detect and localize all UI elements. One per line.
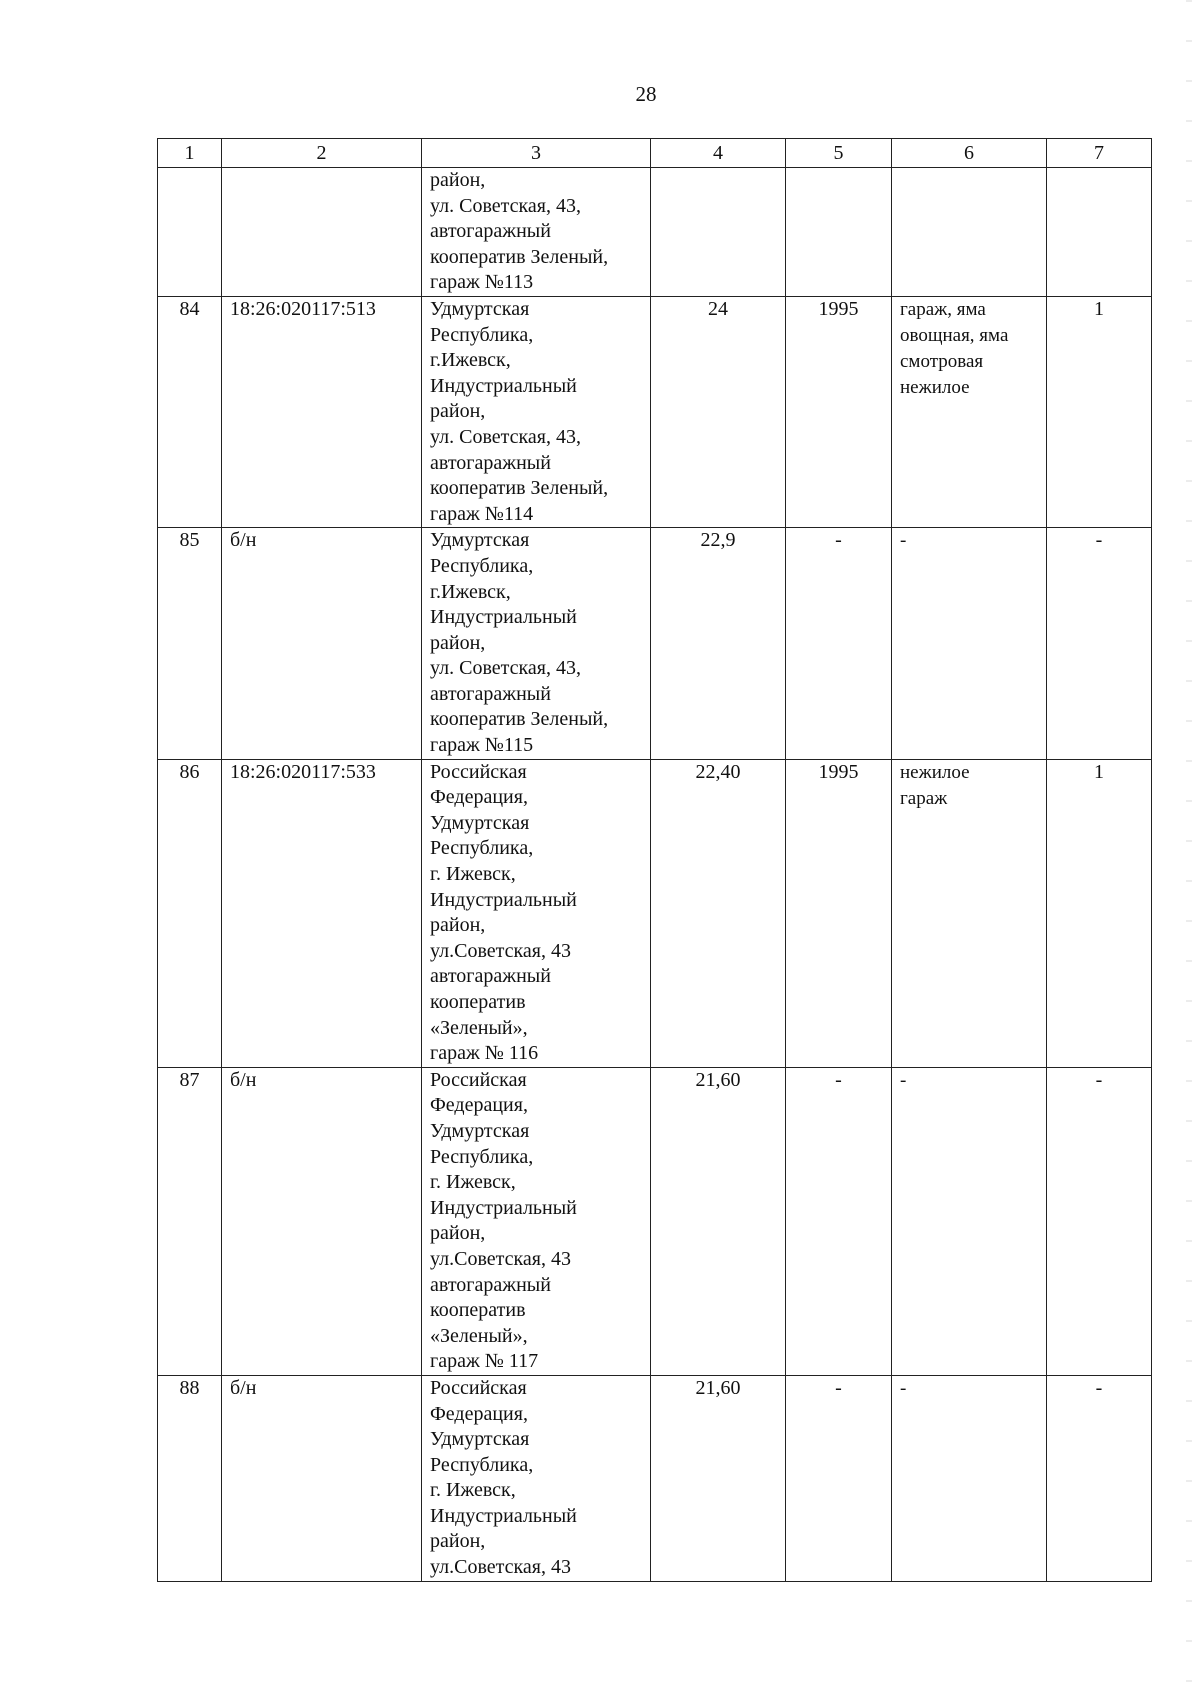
quantity-cell: 1 (1047, 759, 1152, 1067)
address-line: «Зеленый», (430, 1016, 528, 1039)
address-line: Российская (430, 1376, 527, 1399)
table-row (158, 759, 1152, 1067)
area-cell: 22,9 (651, 528, 786, 759)
address-line: Удмуртская (430, 1428, 530, 1451)
address-line: Республика, (430, 837, 534, 860)
table-row (158, 1067, 1152, 1375)
address-line: г. Ижевск, (430, 1479, 516, 1502)
description-line: смотровая (900, 350, 984, 372)
area-cell (651, 168, 786, 297)
address-line: Республика, (430, 323, 534, 346)
cadastral-number-cell: б/н (222, 1067, 422, 1375)
address-line: ул. Советская, 43, (430, 425, 581, 448)
address-line: Удмуртская (430, 811, 530, 834)
address-line: Индустриальный (430, 1504, 577, 1527)
scan-edge-marks (1186, 0, 1192, 1686)
description-cell (892, 168, 1047, 297)
address-line: район, (430, 400, 486, 423)
address-cell (422, 528, 651, 759)
cadastral-number-cell: б/н (222, 1375, 422, 1581)
description-line: - (900, 1069, 907, 1091)
table-row (158, 296, 1152, 527)
table-body (158, 168, 1152, 1582)
address-cell (422, 759, 651, 1067)
column-number-3: 3 (422, 139, 651, 168)
cadastral-number-cell: 18:26:020117:513 (222, 296, 422, 527)
quantity-cell: - (1047, 1375, 1152, 1581)
year-cell: 1995 (786, 759, 892, 1067)
address-line: Федерация, (430, 786, 528, 809)
address-line: Федерация, (430, 1402, 528, 1425)
description-line: гараж (900, 787, 948, 809)
address-cell (422, 1375, 651, 1581)
address-line: автогаражный (430, 220, 551, 243)
year-cell (786, 168, 892, 297)
column-number-5: 5 (786, 139, 892, 168)
year-cell: 1995 (786, 296, 892, 527)
address-line: Республика, (430, 554, 534, 577)
address-line: район, (430, 1530, 486, 1553)
description-line: - (900, 1377, 907, 1399)
cadastral-number-cell: 18:26:020117:533 (222, 759, 422, 1067)
address-line: ул.Советская, 43 (430, 1556, 571, 1579)
description-cell (892, 296, 1047, 527)
address-line: г.Ижевск, (430, 349, 511, 372)
column-number-1: 1 (158, 139, 222, 168)
address-line: район, (430, 914, 486, 937)
column-number-4: 4 (651, 139, 786, 168)
area-cell: 21,60 (651, 1375, 786, 1581)
address-line: гараж № 117 (430, 1350, 539, 1373)
description-cell (892, 759, 1047, 1067)
address-line: гараж №114 (430, 502, 534, 525)
description-cell (892, 1067, 1047, 1375)
address-line: Индустриальный (430, 374, 577, 397)
address-line: Индустриальный (430, 888, 577, 911)
address-line: автогаражный (430, 965, 551, 988)
address-line: район, (430, 169, 486, 191)
address-line: Индустриальный (430, 606, 577, 629)
address-line: Удмуртская (430, 297, 530, 320)
address-line: ул.Советская, 43 (430, 1247, 571, 1270)
address-line: гараж № 116 (430, 1042, 539, 1065)
description-cell (892, 1375, 1047, 1581)
area-cell: 24 (651, 296, 786, 527)
address-line: ул. Советская, 43, (430, 194, 581, 217)
description-line: овощная, яма (900, 324, 1009, 346)
table-row (158, 1375, 1152, 1581)
address-line: кооператив Зеленый, (430, 708, 609, 731)
description-line: - (900, 530, 907, 552)
row-number-cell: 87 (158, 1067, 222, 1375)
address-line: Федерация, (430, 1094, 528, 1117)
table-row (158, 168, 1152, 297)
address-line: гараж №113 (430, 271, 534, 294)
address-cell (422, 1067, 651, 1375)
address-line: г. Ижевск, (430, 1171, 516, 1194)
address-line: Республика, (430, 1145, 534, 1168)
description-line: нежилое (900, 761, 970, 783)
address-line: автогаражный (430, 1273, 551, 1296)
quantity-cell: - (1047, 1067, 1152, 1375)
property-registry-table (157, 138, 1152, 1582)
quantity-cell: - (1047, 528, 1152, 759)
address-line: ул.Советская, 43 (430, 939, 571, 962)
row-number-cell: 86 (158, 759, 222, 1067)
address-line: Удмуртская (430, 1119, 530, 1142)
address-cell (422, 296, 651, 527)
quantity-cell: 1 (1047, 296, 1152, 527)
address-line: район, (430, 631, 486, 654)
area-cell: 21,60 (651, 1067, 786, 1375)
table-row (158, 528, 1152, 759)
address-line: район, (430, 1222, 486, 1245)
address-line: г. Ижевск, (430, 863, 516, 886)
address-line: Российская (430, 760, 527, 783)
cadastral-number-cell (222, 168, 422, 297)
address-line: Индустриальный (430, 1196, 577, 1219)
year-cell: - (786, 1067, 892, 1375)
cadastral-number-cell: б/н (222, 528, 422, 759)
description-line: нежилое (900, 376, 970, 398)
address-line: кооператив (430, 991, 526, 1013)
quantity-cell (1047, 168, 1152, 297)
address-line: ул. Советская, 43, (430, 657, 581, 680)
address-line: автогаражный (430, 451, 551, 474)
column-number-7: 7 (1047, 139, 1152, 168)
column-number-6: 6 (892, 139, 1047, 168)
address-line: гараж №115 (430, 734, 534, 757)
address-line: Республика, (430, 1453, 534, 1476)
year-cell: - (786, 528, 892, 759)
address-line: Удмуртская (430, 529, 530, 552)
page-number: 28 (635, 82, 657, 106)
column-number-2: 2 (222, 139, 422, 168)
address-line: автогаражный (430, 682, 551, 705)
description-cell (892, 528, 1047, 759)
address-line: «Зеленый», (430, 1324, 528, 1347)
address-line: кооператив (430, 1299, 526, 1322)
row-number-cell: 84 (158, 296, 222, 527)
row-number-cell: 88 (158, 1375, 222, 1581)
area-cell: 22,40 (651, 759, 786, 1067)
row-number-cell (158, 168, 222, 297)
address-line: Российская (430, 1068, 527, 1091)
table-header (158, 139, 1152, 168)
row-number-cell: 85 (158, 528, 222, 759)
description-line: гараж, яма (900, 298, 986, 320)
header-row (158, 139, 1152, 168)
address-line: кооператив Зеленый, (430, 477, 609, 500)
year-cell: - (786, 1375, 892, 1581)
address-line: г.Ижевск, (430, 580, 511, 603)
address-line: кооператив Зеленый, (430, 245, 609, 268)
address-cell (422, 168, 651, 297)
